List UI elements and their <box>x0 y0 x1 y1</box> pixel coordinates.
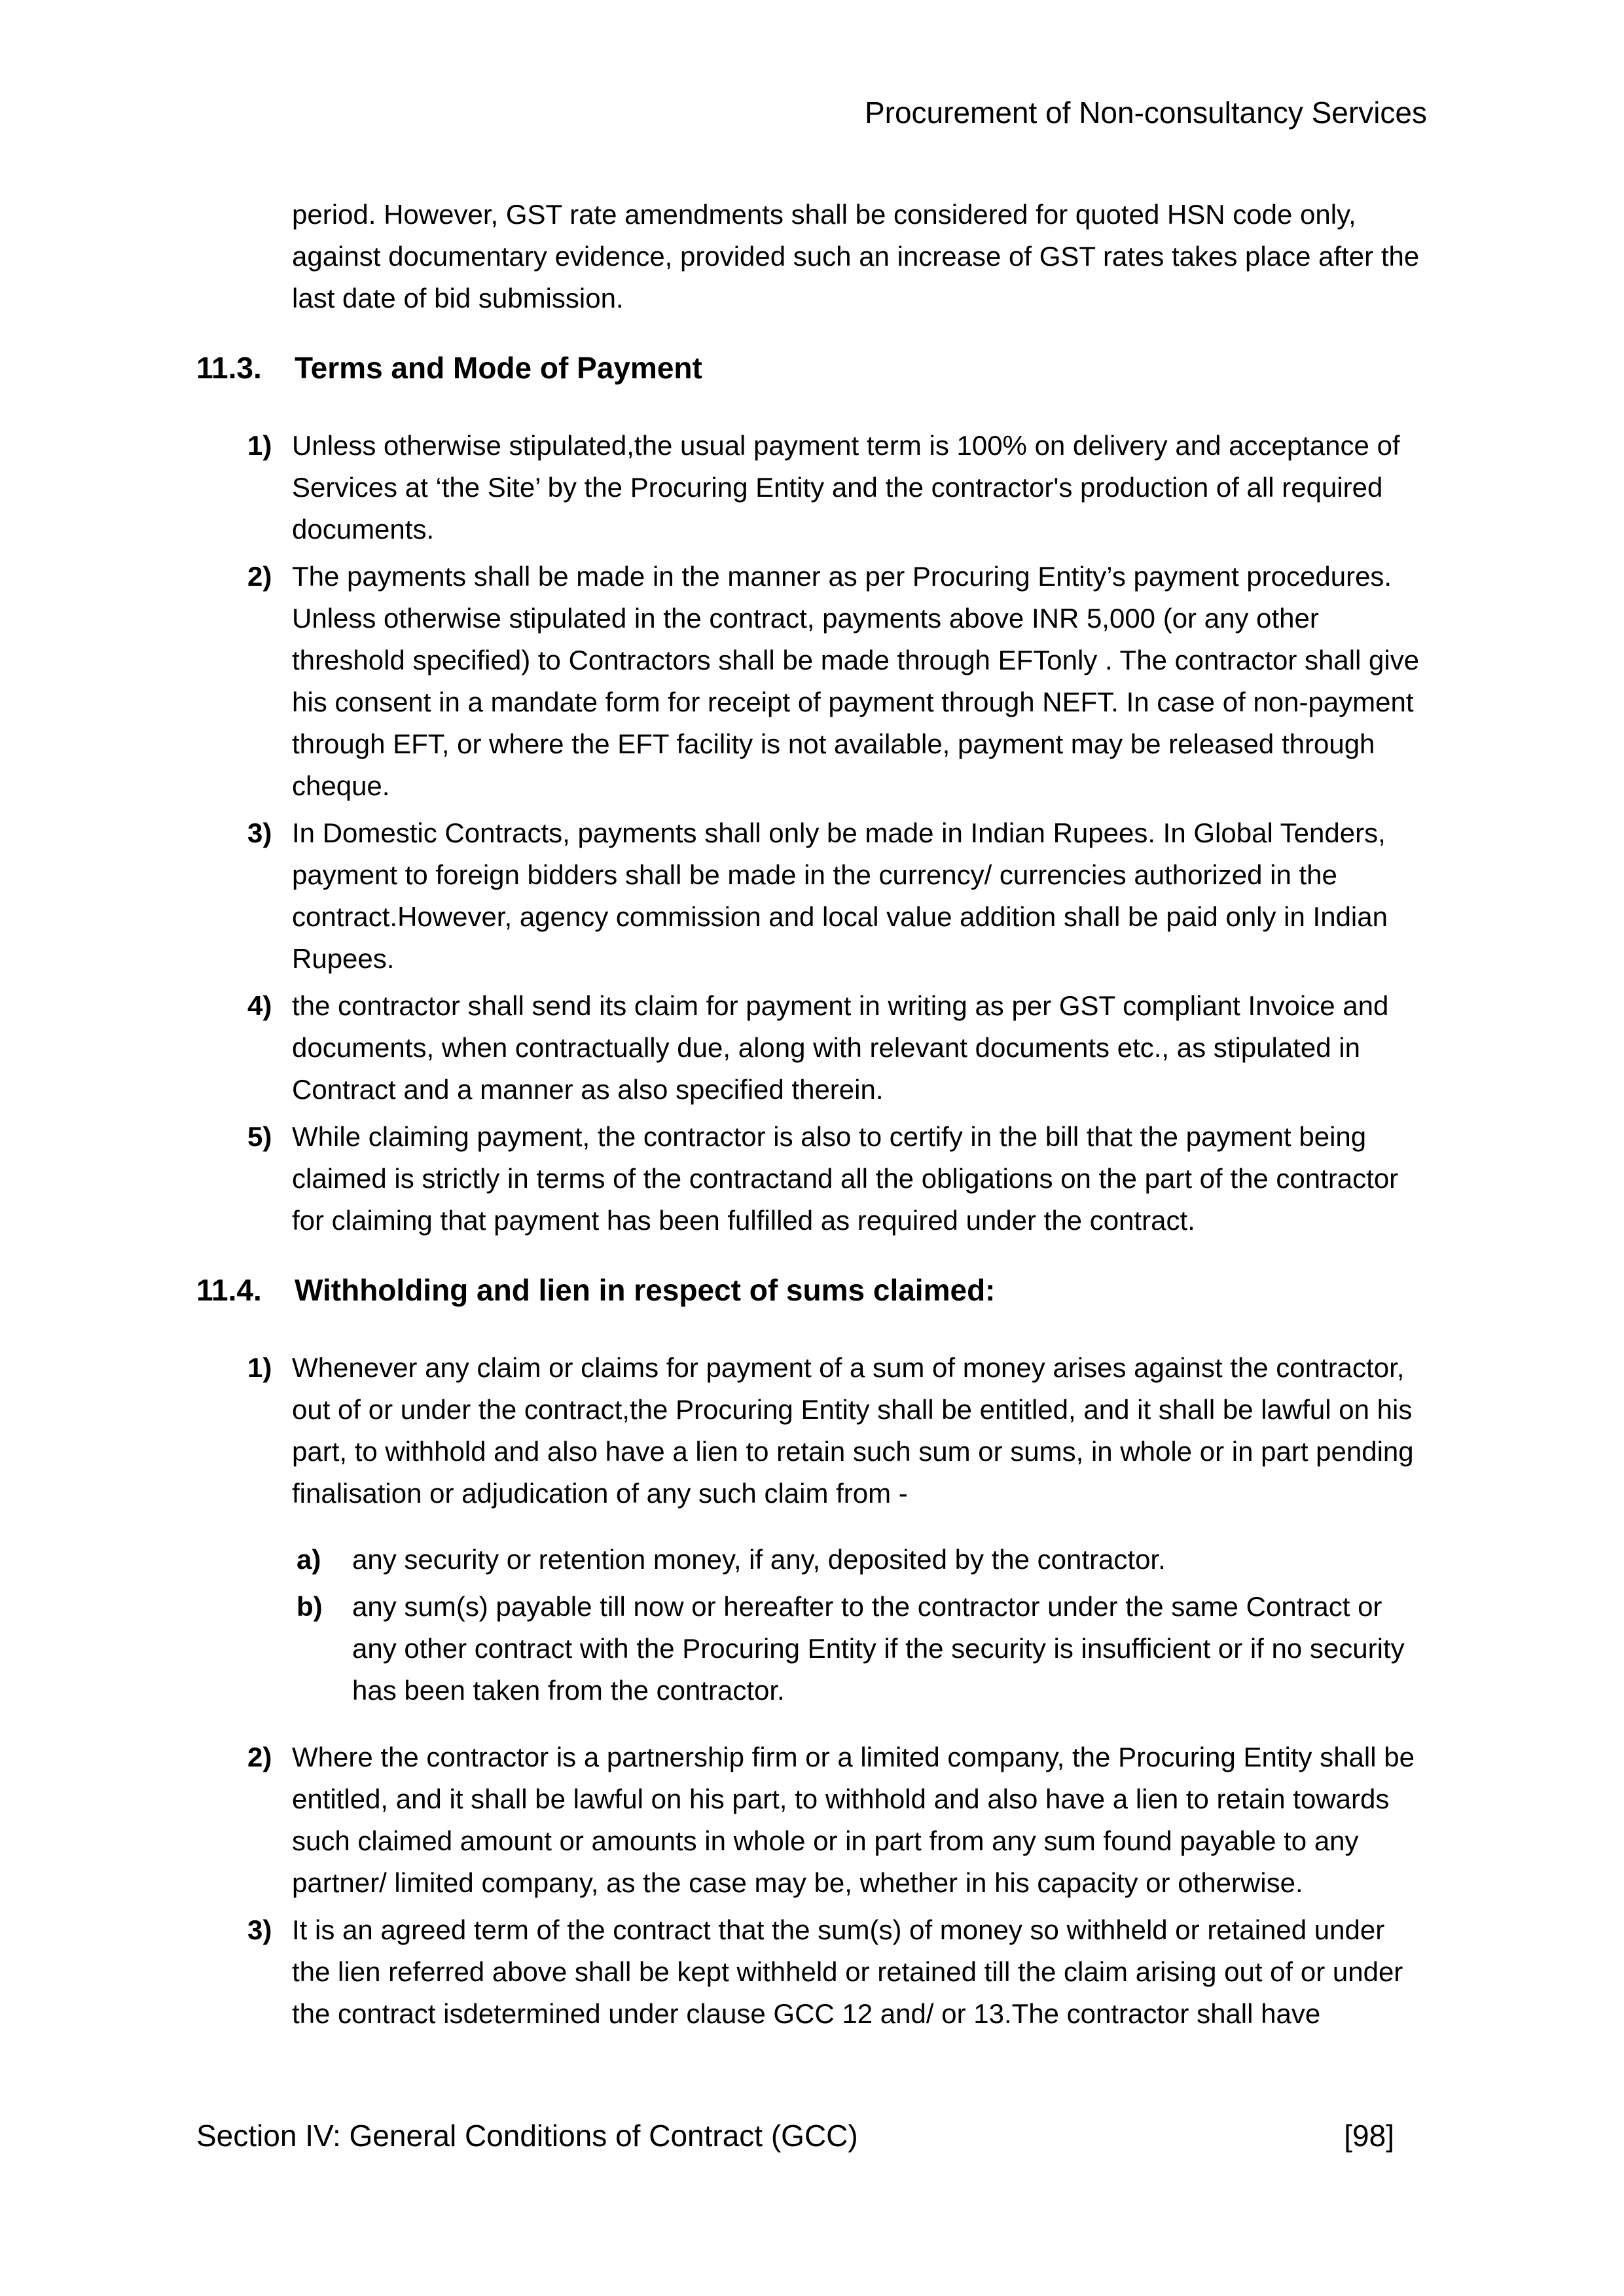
sub-list-item <box>196 1539 1424 1581</box>
clause-number-11-3: 11.3. <box>196 351 262 385</box>
sub-item-marker: b) <box>297 1591 323 1622</box>
clause-11-4-list-part1 <box>196 1347 1424 1515</box>
item-marker: 4) <box>247 990 272 1021</box>
header-title: Procurement of Non-consultancy Services <box>864 96 1427 130</box>
item-marker: 1) <box>247 1352 272 1383</box>
list-item <box>196 1116 1424 1242</box>
item-text: Where the contractor is a partnership firm or a limited company, the Procuring Entity shall be entitled, and it shall be lawful on his part, to withhold and also have a lien to retain towards such claimed amount or amounts in whole or in part from any sum found payable to any partner/ limited company, as the case may be, whether in his capacity or otherwise. <box>292 1742 1415 1898</box>
clause-number-11-4: 11.4. <box>196 1273 262 1307</box>
item-text: Unless otherwise stipulated,the usual payment term is 100% on delivery and acceptance of Services at ‘the Site’ by the Procuring Entity and the contractor's production of all required documents. <box>292 430 1400 545</box>
list-item <box>196 1347 1424 1515</box>
item-text: The payments shall be made in the manner as per Procuring Entity’s payment procedures. Unless otherwise stipulated in the contract, payments above INR 5,000 (or any other threshold specified) to Contractors shall be made through EFTonly . The contractor shall give his consent in a mandate form for receipt of payment through NEFT. In case of non-payment through EFT, or where the EFT facility is not available, payment may be released through cheque. <box>292 561 1420 801</box>
list-item <box>196 812 1424 980</box>
item-marker: 1) <box>247 430 272 461</box>
intro-paragraph: period. However, GST rate amendments shall be considered for quoted HSN code only, against documentary evidence, provided such an increase of GST rates takes place after the last date of bid submission. <box>292 199 1420 314</box>
page-content <box>196 194 1424 2040</box>
clause-title-11-4: Withholding and lien in respect of sums claimed: <box>295 1273 996 1307</box>
running-header <box>196 94 1427 132</box>
list-item <box>196 1736 1424 1904</box>
item-text: While claiming payment, the contractor is also to certify in the bill that the payment being claimed is strictly in terms of the contractand all the obligations on the part of the contractor for claiming that payment has been fulfilled as required under the contract. <box>292 1121 1399 1236</box>
sub-item-marker: a) <box>297 1544 321 1575</box>
item-marker: 5) <box>247 1121 272 1152</box>
footer-page-number: [98] <box>1344 2119 1394 2153</box>
list-item <box>196 985 1424 1111</box>
clause-heading-11-4 <box>196 1269 1424 1311</box>
clause-11-4-list-part2 <box>196 1736 1424 2035</box>
item-marker: 3) <box>247 817 272 848</box>
clause-title-11-3: Terms and Mode of Payment <box>295 351 702 385</box>
clause-11-3-list <box>196 425 1424 1242</box>
list-item <box>196 556 1424 807</box>
item-marker: 3) <box>247 1914 272 1945</box>
footer-section-label: Section IV: General Conditions of Contract (GCC) <box>196 2119 858 2153</box>
item-text: Whenever any claim or claims for payment of a sum of money arises against the contractor, out of or under the contract,the Procuring Entity shall be entitled, and it shall be lawful on his part, to withhold and also have a lien to retain such sum or sums, in whole or in part pending finalisation or adjudication of any such claim from - <box>292 1352 1414 1509</box>
clause-heading-11-3 <box>196 347 1424 389</box>
sub-item-text: any sum(s) payable till now or hereafter to the contractor under the same Contract or any other contract with the Procuring Entity if the security is insufficient or if no security has been taken from the contractor. <box>352 1591 1405 1706</box>
clause-11-4-sub-list <box>196 1539 1424 1712</box>
item-text: the contractor shall send its claim for payment in writing as per GST compliant Invoice and documents, when contractually due, along with relevant documents etc., as stipulated in Contract and a manner as also specified therein. <box>292 990 1389 1105</box>
sub-list-item <box>196 1586 1424 1712</box>
item-text: In Domestic Contracts, payments shall only be made in Indian Rupees. In Global Tenders, payment to foreign bidders shall be made in the currency/ currencies authorized in the contract.However, agency commission and local value addition shall be paid only in Indian Rupees. <box>292 817 1388 974</box>
item-marker: 2) <box>247 1742 272 1772</box>
list-item <box>196 1909 1424 2035</box>
item-text: It is an agreed term of the contract that the sum(s) of money so withheld or retained under the lien referred above shall be kept withheld or retained till the claim arising out of or under the contract isdetermined under clause GCC 12 and/ or 13.The contractor shall have <box>292 1914 1403 2029</box>
list-item <box>196 425 1424 550</box>
sub-item-text: any security or retention money, if any, deposited by the contractor. <box>352 1544 1166 1575</box>
item-marker: 2) <box>247 561 272 592</box>
